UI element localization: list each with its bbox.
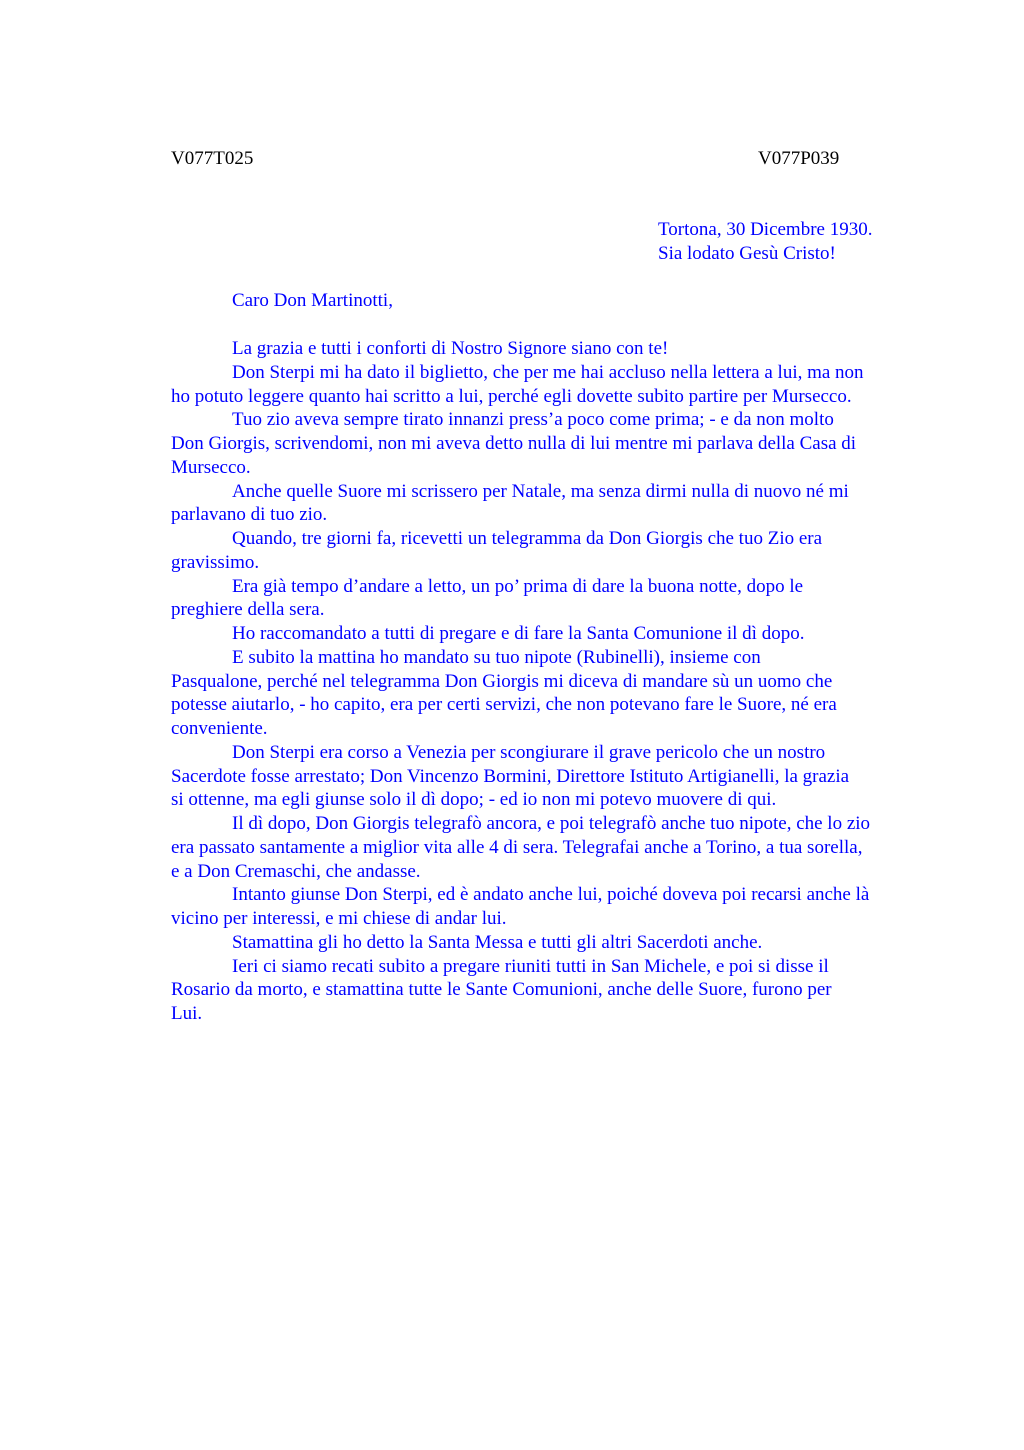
letter-paragraph	[171, 646, 931, 741]
letter-paragraph	[171, 955, 931, 1026]
paragraph-line: Lui.	[171, 1003, 203, 1024]
paragraph-line: Don Sterpi era corso a Venezia per scongiurare il grave pericolo che un nostro	[232, 741, 826, 763]
letter-paragraph	[171, 408, 931, 479]
paragraph-line: potesse aiutarlo, - ho capito, era per certi servizi, che non potevano fare le Suore, né era	[171, 694, 837, 716]
paragraph-line: Anche quelle Suore mi scrissero per Natale, ma senza dirmi nulla di nuovo né mi	[232, 480, 849, 502]
dateline	[658, 218, 872, 266]
paragraph-line: Sacerdote fosse arrestato; Don Vincenzo Bormini, Direttore Istituto Artigianelli, la grazia	[171, 765, 850, 787]
document-code-left: V077T025	[171, 148, 254, 169]
paragraph-line: Stamattina gli ho detto la Santa Messa e tutti gli altri Sacerdoti anche.	[232, 931, 763, 953]
paragraph-line: Ho raccomandato a tutti di pregare e di fare la Santa Comunione il dì dopo.	[232, 623, 805, 644]
place-date: Tortona, 30 Dicembre 1930.	[658, 219, 873, 240]
paragraph-line: vicino per interessi, e mi chiese di andar lui.	[171, 908, 507, 929]
letter-body	[171, 337, 931, 1026]
letter-paragraph	[171, 480, 931, 528]
paragraph-line: Mursecco.	[171, 456, 251, 478]
paragraph-line: e a Don Cremaschi, che andasse.	[171, 860, 421, 882]
paragraph-line: Il dì dopo, Don Giorgis telegrafò ancora, e poi telegrafò anche tuo nipote, che lo zio	[232, 813, 871, 834]
document-code-right: V077P039	[758, 148, 840, 169]
paragraph-line: Quando, tre giorni fa, ricevetti un telegramma da Don Giorgis che tuo Zio era	[232, 528, 823, 549]
paragraph-line: Don Sterpi mi ha dato il biglietto, che per me hai accluso nella lettera a lui, ma non	[232, 361, 864, 383]
paragraph-line: Era già tempo d’andare a letto, un po’ prima di dare la buona notte, dopo le	[232, 575, 804, 597]
paragraph-line: E subito la mattina ho mandato su tuo nipote (Rubinelli), insieme con	[232, 646, 761, 668]
paragraph-line: Intanto giunse Don Sterpi, ed è andato anche lui, poiché doveva poi recarsi anche là	[232, 884, 870, 906]
paragraph-line: preghiere della sera.	[171, 599, 325, 621]
paragraph-line: gravissimo.	[171, 551, 260, 573]
letter-paragraph	[171, 931, 931, 955]
paragraph-line: Rosario da morto, e stamattina tutte le Sante Comunioni, anche delle Suore, furono per	[171, 979, 832, 1001]
letter-paragraph	[171, 622, 931, 646]
paragraph-line: ho potuto leggere quanto hai scritto a lui, perché egli dovette subito partire per Mursecco.	[171, 385, 852, 407]
paragraph-line: Tuo zio aveva sempre tirato innanzi press’a poco come prima; - e da non molto	[232, 409, 834, 431]
paragraph-line: conveniente.	[171, 718, 268, 739]
letter-paragraph	[171, 575, 931, 623]
paragraph-line: era passato santamente a miglior vita alle 4 di sera. Telegrafai anche a Torino, a tua sorella,	[171, 836, 863, 858]
opening-greeting: Sia lodato Gesù Cristo!	[658, 243, 836, 264]
paragraph-line: parlavano di tuo zio.	[171, 504, 328, 526]
salutation: Caro Don Martinotti,	[232, 290, 393, 311]
paragraph-line: si ottenne, ma egli giunse solo il dì dopo; - ed io non mi potevo muovere di qui.	[171, 789, 777, 811]
paragraph-line: La grazia e tutti i conforti di Nostro Signore siano con te!	[232, 338, 669, 359]
paragraph-line: Ieri ci siamo recati subito a pregare riuniti tutti in San Michele, e poi si disse il	[232, 955, 829, 977]
letter-paragraph	[171, 337, 931, 361]
letter-paragraph	[171, 883, 931, 931]
letter-paragraph	[171, 527, 931, 575]
letter-paragraph	[171, 812, 931, 883]
letter-paragraph	[171, 741, 931, 812]
letter-paragraph	[171, 361, 931, 409]
paragraph-line: Don Giorgis, scrivendomi, non mi aveva detto nulla di lui mentre mi parlava della Casa di	[171, 433, 857, 454]
paragraph-line: Pasqualone, perché nel telegramma Don Giorgis mi diceva di mandare sù un uomo che	[171, 670, 833, 692]
